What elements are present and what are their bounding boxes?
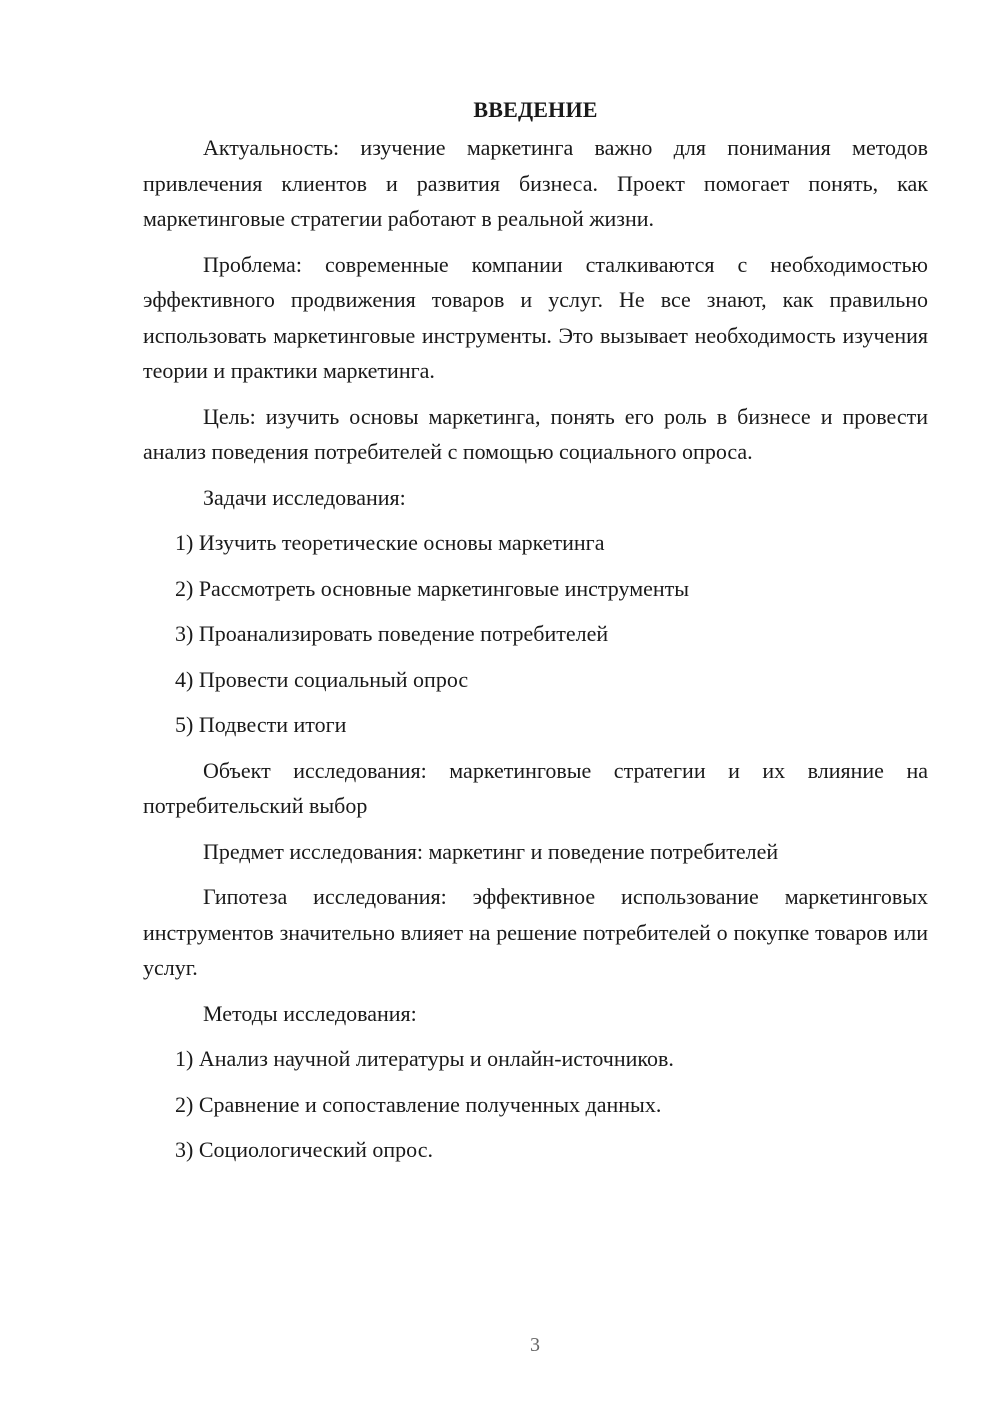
object-paragraph: Объект исследования: маркетинговые стратегии и их влияние на потребительский выбор (143, 757, 928, 818)
list-item: 2) Сравнение и сопоставление полученных данных. (175, 1091, 662, 1117)
tasks-heading: Задачи исследования: (203, 484, 406, 510)
list-item: 1) Анализ научной литературы и онлайн-источников. (175, 1046, 674, 1071)
page-content (143, 90, 928, 1178)
tasks-list (143, 525, 928, 743)
list-item: 5) Подвести итоги (175, 712, 347, 737)
list-item: 2) Рассмотреть основные маркетинговые инструменты (175, 575, 690, 601)
methods-list (143, 1041, 928, 1168)
list-item: 4) Провести социальный опрос (175, 666, 469, 692)
problem-paragraph: Проблема: современные компании сталкиваются с необходимостью эффективного продвижения товаров и услуг. Не все знают, как правильно использовать маркетинговые инструменты. Это вызывает необходимость изучения теории и практики маркетинга. (143, 251, 928, 383)
list-item: 3) Социологический опрос. (175, 1137, 433, 1162)
subject-paragraph: Предмет исследования: маркетинг и поведение потребителей (203, 838, 779, 864)
list-item: 3) Проанализировать поведение потребителей (175, 621, 609, 646)
relevance-paragraph: Актуальность: изучение маркетинга важно для понимания методов привлечения клиентов и развития бизнеса. Проект помогает понять, как маркетинговые стратегии работают в реальной жизни. (143, 135, 928, 231)
methods-heading: Методы исследования: (203, 1000, 417, 1026)
page-title: ВВЕДЕНИЕ (473, 97, 598, 122)
list-item: 1) Изучить теоретические основы маркетинга (175, 530, 605, 555)
goal-paragraph: Цель: изучить основы маркетинга, понять его роль в бизнесе и провести анализ поведения потребителей с помощью социального опроса. (143, 403, 928, 464)
hypothesis-paragraph: Гипотеза исследования: эффективное использование маркетинговых инструментов значительно влияет на решение потребителей о покупке товаров или услуг. (143, 884, 928, 980)
page-number: 3 (530, 1334, 540, 1356)
